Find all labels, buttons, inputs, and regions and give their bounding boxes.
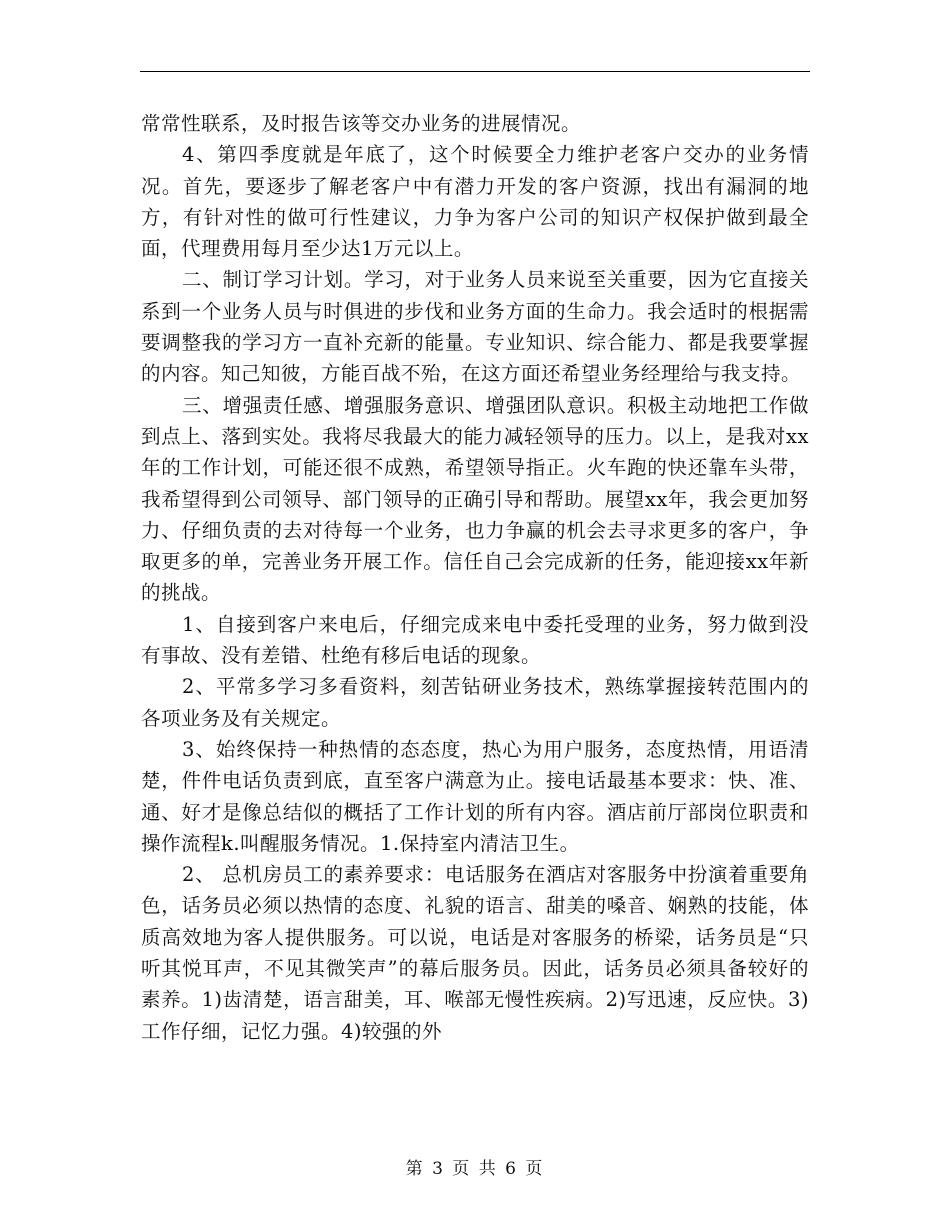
paragraph-responsibility: 三、增强责任感、增强服务意识、增强团队意识。积极主动地把工作做到点上、落到实处。我将尽我最大的能力减轻领导的压力。以上，是我对xx年的工作计划，可能还很不成熟，希望领导指正。火车跑的快还靠车头带，我希望得到公司领导、部门领导的正确引导和帮助。展望xx年，我会更加努力、仔细负责的去对待每一个业务，也力争赢的机会去寻求更多的客户，争取更多的单，完善业务开展工作。信任自己会完成新的任务，能迎接xx年新的挑战。 xyxy=(141,393,809,605)
body-text xyxy=(141,108,809,1047)
paragraph-item-1: 1、自接到客户来电后，仔细完成来电中委托受理的业务，努力做到没有事故、没有差错、杜绝有移后电话的现象。 xyxy=(141,612,809,668)
paragraph-study-plan: 二、制订学习计划。学习，对于业务人员来说至关重要，因为它直接关系到一个业务人员与时俱进的步伐和业务方面的生命力。我会适时的根据需要调整我的学习方一直补充新的能量。专业知识、综合能力、都是我要掌握的内容。知己知彼，方能百战不殆，在这方面还希望业务经理给与我支持。 xyxy=(141,268,809,386)
paragraph-continuation: 常常性联系，及时报告该等交办业务的进展情况。 xyxy=(141,112,582,135)
paragraph-operator-requirements: 2、 总机房员工的素养要求：电话服务在酒店对客服务中扮演着重要角色，话务员必须以热情的态度、礼貌的语言、甜美的嗓音、娴熟的技能，体质高效地为客人提供服务。可以说，电话是对客服务的桥梁，话务员是“只听其悦耳声，不见其微笑声”的幕后服务员。因此，话务员必须具备较好的素养。1)齿清楚，语言甜美，耳、喉部无慢性疾病。2)写迅速，反应快。3)工作仔细，记忆力强。4)较强的外 xyxy=(141,863,809,1043)
paragraph-item-2: 2、平常多学习多看资料，刻苦钻研业务技术，熟练掌握接转范围内的各项业务及有关规定。 xyxy=(141,675,809,730)
paragraph-q4-plan: 4、第四季度就是年底了，这个时候要全力维护老客户交办的业务情况。首先，要逐步了解老客户中有潜力开发的客户资源，找出有漏洞的地方，有针对性的做可行性建议，力争为客户公司的知识产权保护做到最全面，代理费用每月至少达1万元以上。 xyxy=(141,143,809,261)
page-footer: 第 3 页 共 6 页 xyxy=(405,1159,545,1179)
header-rule xyxy=(140,71,810,72)
paragraph-item-3: 3、始终保持一种热情的态态度，热心为用户服务，态度热情，用语清楚，件件电话负责到底，直至客户满意为止。接电话最基本要求：快、准、通、好才是像总结似的概括了工作计划的所有内容。酒店前厅部岗位职责和操作流程k.叫醒服务情况。1.保持室内清洁卫生。 xyxy=(141,737,809,855)
